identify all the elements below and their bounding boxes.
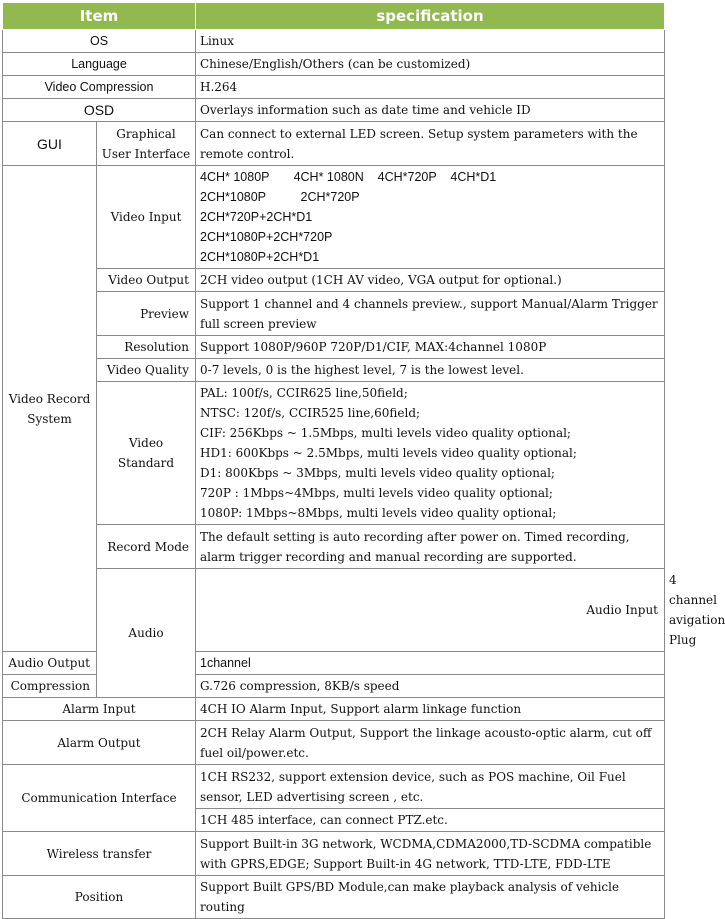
wireless-label: Wireless transfer — [3, 832, 196, 876]
video-standard-line: CIF: 256Kbps ~ 1.5Mbps, multi levels video quality optional; — [200, 426, 571, 440]
video-standard-values — [196, 382, 665, 525]
row-alarm-output — [3, 721, 665, 765]
video-input-line: 2CH*720P+2CH*D1 — [200, 210, 313, 224]
row-video-input — [3, 166, 665, 269]
video-input-label: Video Input — [97, 166, 196, 269]
position-value: Support Built GPS/BD Module,can make playback analysis of vehicle routing — [196, 876, 665, 919]
compression-value: G.726 compression, 8KB/s speed — [196, 675, 665, 698]
row-wireless — [3, 832, 665, 876]
gui-value: Can connect to external LED screen. Setup system parameters with the remote control. — [196, 122, 665, 166]
position-label: Position — [3, 876, 196, 919]
video-output-label: Video Output — [97, 269, 196, 292]
osd-value: Overlays information such as date time and vehicle ID — [196, 99, 665, 122]
language-label: Language — [3, 53, 196, 76]
video-quality-label: Video Quality — [97, 359, 196, 382]
video-standard-line: D1: 800Kbps ~ 3Mbps, multi levels video quality optional; — [200, 466, 555, 480]
row-gui — [3, 122, 665, 166]
communication-label: Communication Interface — [3, 765, 196, 832]
video-standard-line: 720P : 1Mbps~4Mbps, multi levels video quality optional; — [200, 486, 553, 500]
header-row — [3, 3, 665, 30]
alarm-output-label: Alarm Output — [3, 721, 196, 765]
audio-output-label: Audio Output — [3, 652, 97, 675]
video-standard-line: 1080P: 1Mbps~8Mbps, multi levels video quality optional; — [200, 506, 557, 520]
osd-label: OSD — [3, 99, 196, 122]
alarm-input-value: 4CH IO Alarm Input, Support alarm linkage function — [196, 698, 665, 721]
video-compression-label: Video Compression — [3, 76, 196, 99]
resolution-label: Resolution — [97, 336, 196, 359]
row-os — [3, 30, 665, 53]
record-mode-label: Record Mode — [97, 525, 196, 569]
gui-label: GUI — [3, 122, 97, 166]
communication-value-1: 1CH RS232, support extension device, such as POS machine, Oil Fuel sensor, LED advertising screen , etc. — [196, 765, 665, 809]
os-value: Linux — [196, 30, 665, 53]
row-video-output — [3, 269, 665, 292]
audio-input-label: Audio Input — [196, 569, 665, 652]
row-audio-input: Audio Audio Input 4 channel avigation Plug — [3, 569, 665, 652]
video-input-values — [196, 166, 665, 269]
audio-output-value: 1channel — [196, 652, 665, 675]
video-standard-line: HD1: 600Kbps ~ 2.5Mbps, multi levels video quality optional; — [200, 446, 577, 460]
spec-table — [2, 2, 725, 919]
gui-sub-label: Graphical User Interface — [97, 122, 196, 166]
video-input-line: 4CH* 1080P 4CH* 1080N 4CH*720P 4CH*D1 — [200, 170, 497, 184]
row-resolution — [3, 336, 665, 359]
row-record-mode — [3, 525, 665, 569]
video-input-line: 2CH*1080P 2CH*720P — [200, 190, 360, 204]
video-input-line: 2CH*1080P+2CH*720P — [200, 230, 333, 244]
video-quality-value: 0-7 levels, 0 is the highest level, 7 is the lowest level. — [196, 359, 665, 382]
preview-label: Preview — [97, 292, 196, 336]
os-label: OS — [3, 30, 196, 53]
wireless-value: Support Built-in 3G network, WCDMA,CDMA2000,TD-SCDMA compatible with GPRS,EDGE; Support Built-in 4G network, TTD-LTE, FDD-LTE — [196, 832, 665, 876]
row-video-quality — [3, 359, 665, 382]
row-position — [3, 876, 665, 919]
video-output-value: 2CH video output (1CH AV video, VGA output for optional.) — [196, 269, 665, 292]
video-standard-label: Video Standard — [97, 382, 196, 525]
header-specification: specification — [196, 3, 665, 30]
row-video-standard — [3, 382, 665, 525]
alarm-input-label: Alarm Input — [3, 698, 196, 721]
row-alarm-input — [3, 698, 665, 721]
row-osd — [3, 99, 665, 122]
audio-label: Audio — [97, 569, 196, 698]
video-compression-value: H.264 — [196, 76, 665, 99]
video-standard-line: PAL: 100f/s, CCIR625 line,50field; — [200, 386, 408, 400]
video-standard-line: NTSC: 120f/s, CCIR525 line,60field; — [200, 406, 421, 420]
communication-value-2: 1CH 485 interface, can connect PTZ.etc. — [196, 809, 665, 832]
record-mode-value: The default setting is auto recording after power on. Timed recording, alarm trigger recording and manual recording are supported. — [196, 525, 665, 569]
video-input-line: 2CH*1080P+2CH*D1 — [200, 250, 320, 264]
header-item: Item — [3, 3, 196, 30]
preview-value: Support 1 channel and 4 channels preview., support Manual/Alarm Trigger full screen preview — [196, 292, 665, 336]
alarm-output-value: 2CH Relay Alarm Output, Support the linkage acousto-optic alarm, cut off fuel oil/power.etc. — [196, 721, 665, 765]
row-video-compression — [3, 76, 665, 99]
video-record-system-label: Video Record System — [3, 166, 97, 652]
row-preview — [3, 292, 665, 336]
compression-label: Compression — [3, 675, 97, 698]
resolution-value: Support 1080P/960P 720P/D1/CIF, MAX:4channel 1080P — [196, 336, 665, 359]
language-value: Chinese/English/Others (can be customized) — [196, 53, 665, 76]
row-communication-1 — [3, 765, 665, 809]
row-language — [3, 53, 665, 76]
